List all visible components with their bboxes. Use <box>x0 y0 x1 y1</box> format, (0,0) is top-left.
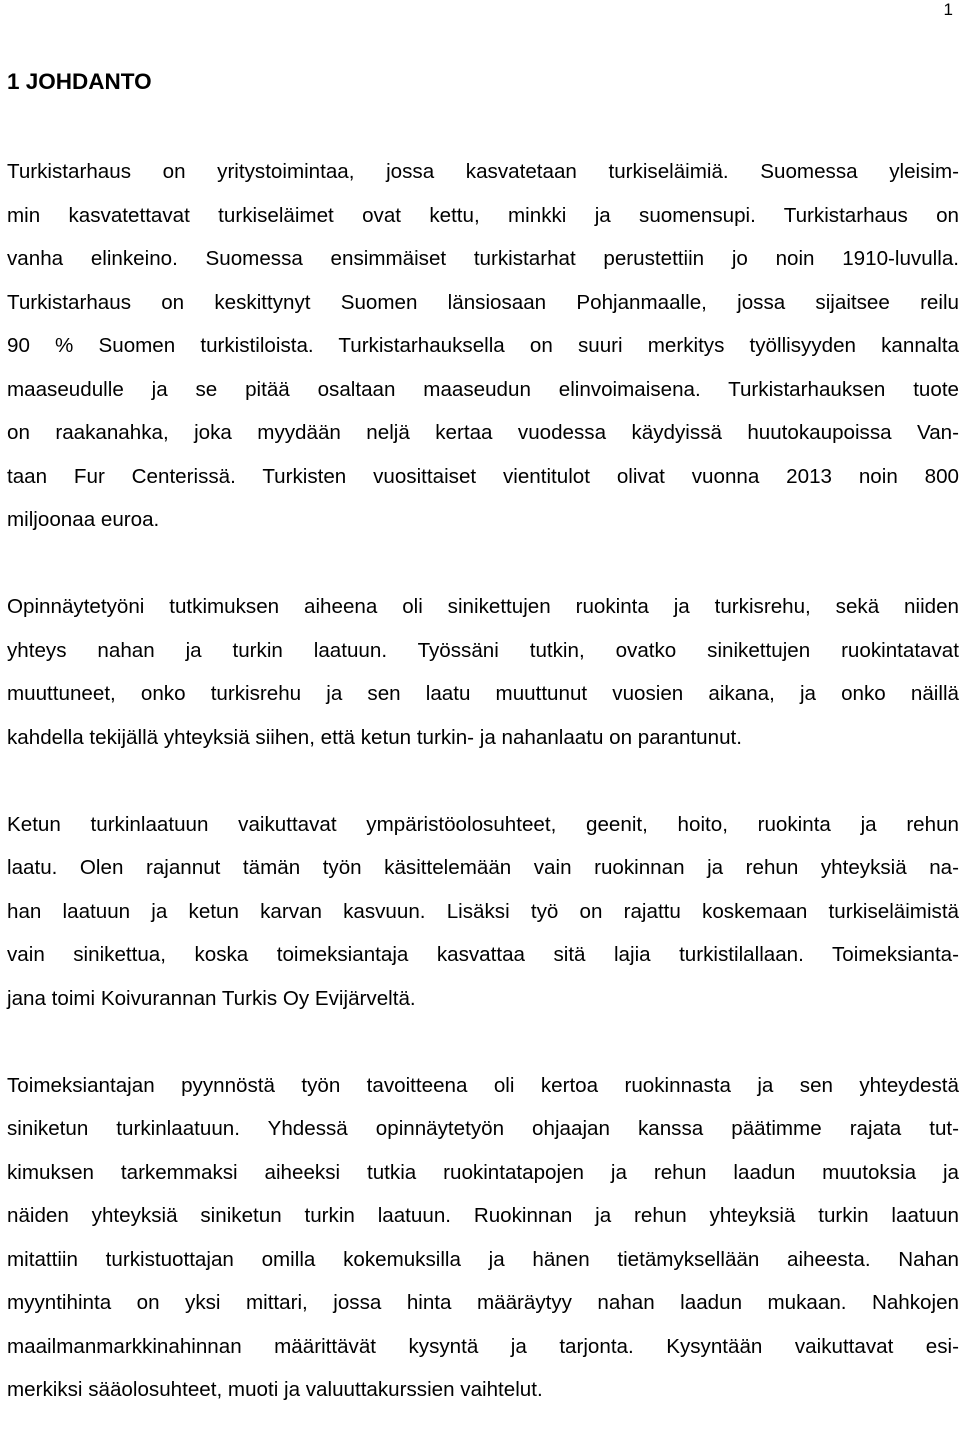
chapter-heading: 1 JOHDANTO <box>7 69 152 94</box>
text-line: jana toimi Koivurannan Turkis Oy Evijärveltä. <box>7 986 416 1010</box>
text-line: yhteys nahan ja turkin laatuun. Työssäni tutkin, ovatko sinikettujen ruokintatavat <box>7 638 959 662</box>
text-line: taan Fur Centerissä. Turkisten vuosittaiset vientitulot olivat vuonna 2013 noin 800 <box>7 464 959 488</box>
text-line: 90 % Suomen turkistiloista. Turkistarhauksella on suuri merkitys työllisyyden kannalta <box>7 334 959 357</box>
paragraph <box>7 803 959 1021</box>
text-line: Opinnäytetyöni tutkimuksen aiheena oli sinikettujen ruokinta ja turkisrehu, sekä niiden <box>7 595 959 618</box>
text-line: muuttuneet, onko turkisrehu ja sen laatu muuttunut vuosien aikana, ja onko näillä <box>7 682 959 705</box>
text-line: Turkistarhaus on keskittynyt Suomen länsiosaan Pohjanmaalle, jossa sijaitsee reilu <box>7 290 959 314</box>
paragraph <box>7 585 959 759</box>
text-line: mitattiin turkistuottajan omilla kokemuksilla ja hänen tietämyksellään aiheesta. Nahan <box>7 1247 959 1271</box>
text-line: Turkistarhaus on yritystoimintaa, jossa kasvatetaan turkiseläimiä. Suomessa yleisim- <box>7 160 959 183</box>
text-line: Toimeksiantajan pyynnöstä työn tavoitteena oli kertoa ruokinnasta ja sen yhteydestä <box>7 1073 959 1097</box>
text-line: myyntihinta on yksi mittari, jossa hinta määräytyy nahan laadun mukaan. Nahkojen <box>7 1291 959 1314</box>
text-line: näiden yhteyksiä siniketun turkin laatuun. Ruokinnan ja rehun yhteyksiä turkin laatuun <box>7 1204 959 1227</box>
text-line: on raakanahka, joka myydään neljä kertaa vuodessa käydyissä huutokaupoissa Van- <box>7 421 959 444</box>
text-line: Ketun turkinlaatuun vaikuttavat ympäristöolosuhteet, geenit, hoito, ruokinta ja rehun <box>7 812 959 836</box>
text-line: siniketun turkinlaatuun. Yhdessä opinnäytetyön ohjaajan kanssa päätimme rajata tut- <box>7 1117 959 1140</box>
text-line: min kasvatettavat turkiseläimet ovat kettu, minkki ja suomensupi. Turkistarhaus on <box>7 203 959 227</box>
text-line: kimuksen tarkemmaksi aiheeksi tutkia ruokintatapojen ja rehun laadun muutoksia ja <box>7 1160 959 1184</box>
paragraph <box>7 150 959 542</box>
text-line: miljoonaa euroa. <box>7 508 160 531</box>
text-line: han laatuun ja ketun karvan kasvuun. Lisäksi työ on rajattu koskemaan turkiseläimistä <box>7 899 959 923</box>
document-body <box>7 150 959 1455</box>
text-line: laatu. Olen rajannut tämän työn käsittelemään vain ruokinnan ja rehun yhteyksiä na- <box>7 856 959 879</box>
text-line: maailmanmarkkinahinnan määrittävät kysyntä ja tarjonta. Kysyntään vaikuttavat esi- <box>7 1334 959 1358</box>
paragraph <box>7 1064 959 1412</box>
text-line: vanha elinkeino. Suomessa ensimmäiset turkistarhat perustettiin jo noin 1910-luvulla. <box>7 247 959 270</box>
text-line: maaseudulle ja se pitää osaltaan maaseudun elinvoimaisena. Turkistarhauksen tuote <box>7 377 959 401</box>
text-line: kahdella tekijällä yhteyksiä siihen, että ketun turkin- ja nahanlaatu on parantunut. <box>7 725 742 749</box>
text-line: merkiksi sääolosuhteet, muoti ja valuuttakurssien vaihtelut. <box>7 1378 543 1401</box>
page-number: 1 <box>943 0 953 19</box>
text-line: vain sinikettua, koska toimeksiantaja kasvattaa sitä lajia turkistilallaan. Toimeksianta- <box>7 943 959 966</box>
